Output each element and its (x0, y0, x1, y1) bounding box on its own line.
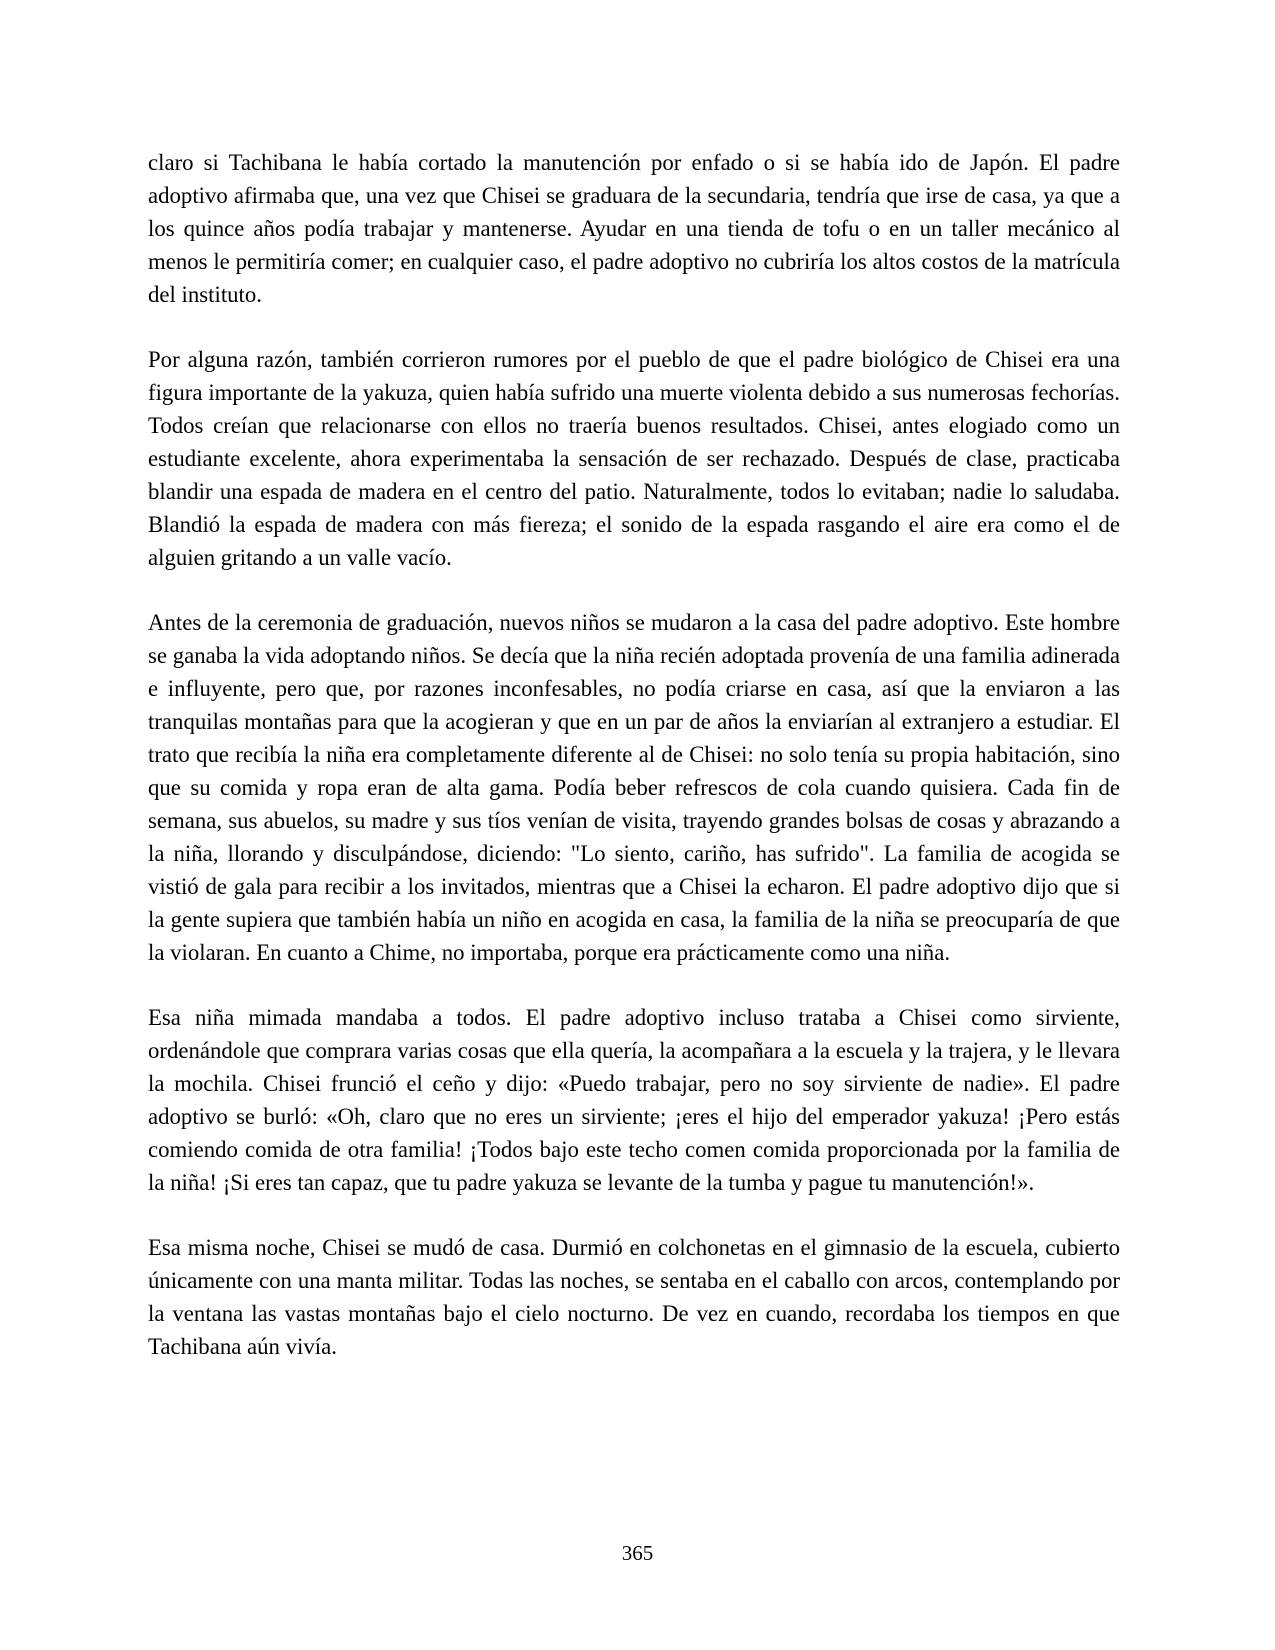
paragraph: claro si Tachibana le había cortado la manutención por enfado o si se había ido de Japón. El padre adoptivo afirmaba que, una vez que Chisei se graduara de la secundaria, tendría que irse de casa, ya que a los quince años podía trabajar y mantenerse. Ayudar en una tienda de tofu o en un taller mecánico al menos le permitiría comer; en cualquier caso, el padre adoptivo no cubriría los altos costos de la matrícula del instituto. (148, 150, 1120, 307)
paragraph: Antes de la ceremonia de graduación, nuevos niños se mudaron a la casa del padre adoptivo. Este hombre se ganaba la vida adoptando niños. Se decía que la niña recién adoptada provenía de una familia adinerada e influyente, pero que, por razones inconfesables, no podía criarse en casa, así que la enviaron a las tranquilas montañas para que la acogieran y que en un par de años la enviarían al extranjero a estudiar. El trato que recibía la niña era completamente diferente al de Chisei: no solo tenía su propia habitación, sino que su comida y ropa eran de alta gama. Podía beber refrescos de cola cuando quisiera. Cada fin de semana, sus abuelos, su madre y sus tíos venían de visita, trayendo grandes bolsas de cosas y abrazando a la niña, llorando y disculpándose, diciendo: "Lo siento, cariño, has sufrido". La familia de acogida se vistió de gala para recibir a los invitados, mientras que a Chisei la echaron. El padre adoptivo dijo que si la gente supiera que también había un niño en acogida en casa, la familia de la niña se preocuparía de que la violaran. En cuanto a Chime, no importaba, porque era prácticamente como una niña. (148, 610, 1120, 965)
page-number: 365 (621, 1541, 654, 1565)
paragraph: Esa misma noche, Chisei se mudó de casa. Durmió en colchonetas en el gimnasio de la escuela, cubierto únicamente con una manta militar. Todas las noches, se sentaba en el caballo con arcos, contemplando por la ventana las vastas montañas bajo el cielo nocturno. De vez en cuando, recordaba los tiempos en que Tachibana aún vivía. (148, 1235, 1120, 1359)
body-text (148, 146, 1120, 1395)
paragraph: Por alguna razón, también corrieron rumores por el pueblo de que el padre biológico de Chisei era una figura importante de la yakuza, quien había sufrido una muerte violenta debido a sus numerosas fechorías. Todos creían que relacionarse con ellos no traería buenos resultados. Chisei, antes elogiado como un estudiante excelente, ahora experimentaba la sensación de ser rechazado. Después de clase, practicaba blandir una espada de madera en el centro del patio. Naturalmente, todos lo evitaban; nadie lo saludaba. Blandió la espada de madera con más fiereza; el sonido de la espada rasgando el aire era como el de alguien gritando a un valle vacío. (148, 347, 1120, 570)
paragraph: Esa niña mimada mandaba a todos. El padre adoptivo incluso trataba a Chisei como sirviente, ordenándole que comprara varias cosas que ella quería, la acompañara a la escuela y la trajera, y le llevara la mochila. Chisei frunció el ceño y dijo: «Puedo trabajar, pero no soy sirviente de nadie». El padre adoptivo se burló: «Oh, claro que no eres un sirviente; ¡eres el hijo del emperador yakuza! ¡Pero estás comiendo comida de otra familia! ¡Todos bajo este techo comen comida proporcionada por la familia de la niña! ¡Si eres tan capaz, que tu padre yakuza se levante de la tumba y pague tu manutención!». (148, 1005, 1120, 1195)
